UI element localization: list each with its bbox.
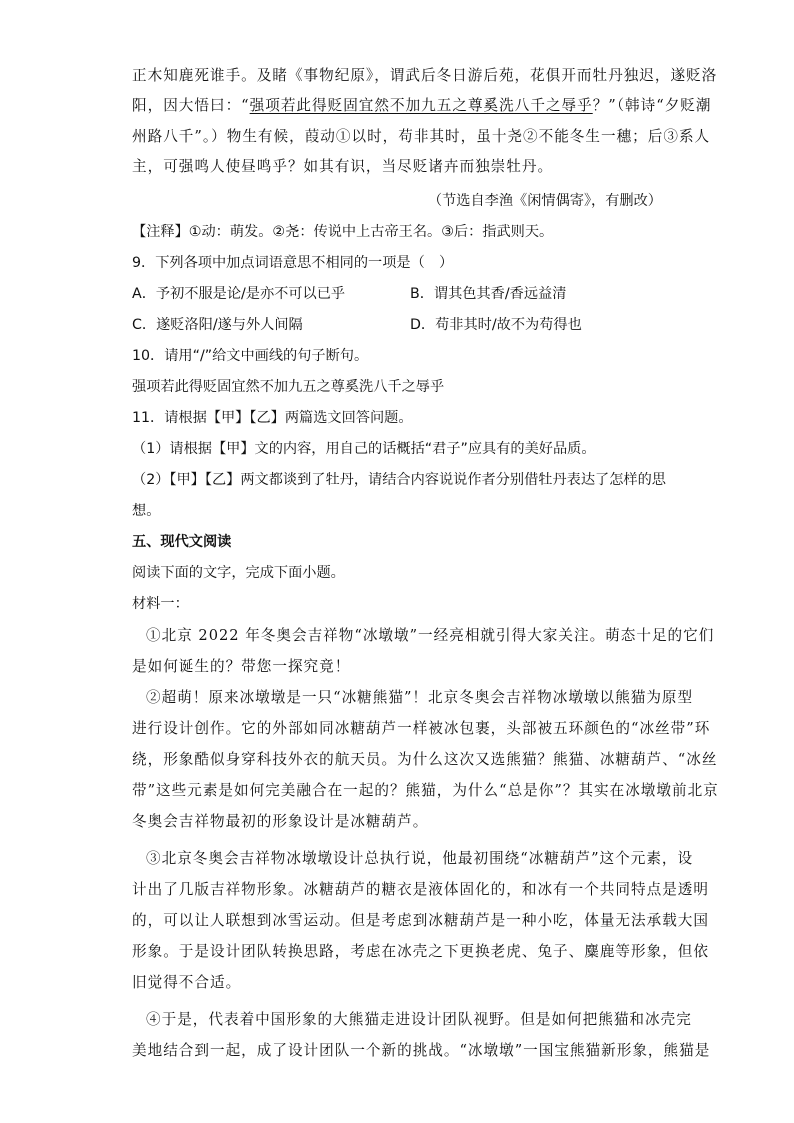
passage-text: 阳，因大悟曰：“ (132, 97, 250, 114)
article-line: 是如何诞生的？带您一探究竟！ (132, 658, 351, 675)
passage-line: 主，可强鸣人使昼鸣乎？如其有识，当尽贬诸卉而独崇牡丹。 (132, 158, 554, 175)
option-c: C．遂贬洛阳/遂与外人间隔 (132, 317, 303, 333)
question-10-sentence: 强项若此得贬固宜然不加九五之尊奚洗八千之辱乎 (132, 379, 445, 395)
article-line: 的，可以让人联想到冰雪运动。但是考虑到冰糖葫芦是一种小吃，体量无法承载大国 (132, 912, 709, 929)
article-line: 绕，形象酷似身穿科技外衣的航天员。为什么这次又选熊猫？熊猫、冰糖葫芦、“冰丝 (132, 751, 718, 768)
article-line: 带”这些元素是如何完美融合在一起的？熊猫，为什么“总是你”？其实在冰墩墩前北京 (132, 782, 719, 799)
option-b: B．谓其色其香/香远益清 (410, 286, 567, 302)
passage-line: 正木知鹿死谁手。及睹《事物纪原》，谓武后冬日游后苑，花俱开而牡丹独迟，遂贬洛 (132, 67, 718, 84)
option-a: A．予初不服是论/是亦不可以已乎 (132, 286, 346, 302)
annotation-notes: 【注释】①动：萌发。②尧：传说中上古帝王名。③后：指武则天。 (132, 224, 554, 240)
option-d: D．苟非其时/故不为苟得也 (410, 317, 582, 333)
material-label: 材料一： (132, 596, 189, 612)
question-11-part2: （2）【甲】【乙】两文都谈到了牡丹，请结合内容说说作者分别借牡丹表达了怎样的思 (132, 472, 666, 488)
article-line: ①北京 2022 年冬奥会吉祥物“冰墩墩”一经亮相就引得大家关注。萌态十足的它们 (146, 627, 715, 644)
article-line: 进行设计创作。它的外部如同冰糖葫芦一样被冰包裹，头部被五环颜色的“冰丝带”环 (132, 720, 711, 737)
passage-line: 州路八千”。）物生有候，葭动①以时，苟非其时，虽十尧②不能冬生一穗；后③系人 (132, 128, 711, 145)
question-11-stem: 11．请根据【甲】【乙】两篇选文回答问题。 (132, 410, 413, 426)
question-9-options-row1 (132, 284, 662, 304)
question-11-part2-cont: 想。 (132, 503, 161, 519)
question-9-options-row2 (132, 315, 662, 335)
article-line: ②超萌！原来冰墩墩是一只“冰糖熊猫”！北京冬奥会吉祥物冰墩墩以熊猫为原型 (146, 689, 694, 706)
section-instruction: 阅读下面的文字，完成下面小题。 (132, 565, 345, 581)
question-9-stem: 9．下列各项中加点词语意思不相同的一项是（ ） (132, 255, 454, 271)
question-10-stem: 10．请用“/”给文中画线的句子断句。 (132, 348, 369, 364)
article-line: 计出了几版吉祥物形象。冰糖葫芦的糖衣是液体固化的，和冰有一个共同特点是透明 (132, 881, 709, 898)
passage-source: （节选自李渔《闲情偶寄》，有删改） (427, 193, 662, 209)
section-title: 五、现代文阅读 (132, 534, 232, 550)
underlined-sentence: 强项若此得贬固宜然不加九五之尊奚洗八千之辱乎 (249, 97, 593, 114)
article-line: 形象。于是设计团队转换思路，考虑在冰壳之下更换老虎、兔子、麋鹿等形象，但依 (132, 943, 709, 960)
article-line: ④于是，代表着中国形象的大熊猫走进设计团队视野。但是如何把熊猫和冰壳完 (146, 1011, 692, 1028)
article-line: 旧觉得不合适。 (132, 974, 242, 991)
article-line: 美地结合到一起，成了设计团队一个新的挑战。“冰墩墩”一国宝熊猫新形象，熊猫是 (132, 1042, 711, 1059)
passage-text: ？”（韩诗“夕贬潮 (592, 97, 712, 114)
article-line: 冬奥会吉祥物最初的形象设计是冰糖葫芦。 (132, 813, 429, 830)
question-11-part1: （1）请根据【甲】文的内容，用自己的话概括“君子”应具有的美好品质。 (132, 441, 596, 457)
passage-line (132, 96, 711, 116)
article-line: ③北京冬奥会吉祥物冰墩墩设计总执行说，他最初围绕“冰糖葫芦”这个元素，设 (146, 850, 694, 867)
